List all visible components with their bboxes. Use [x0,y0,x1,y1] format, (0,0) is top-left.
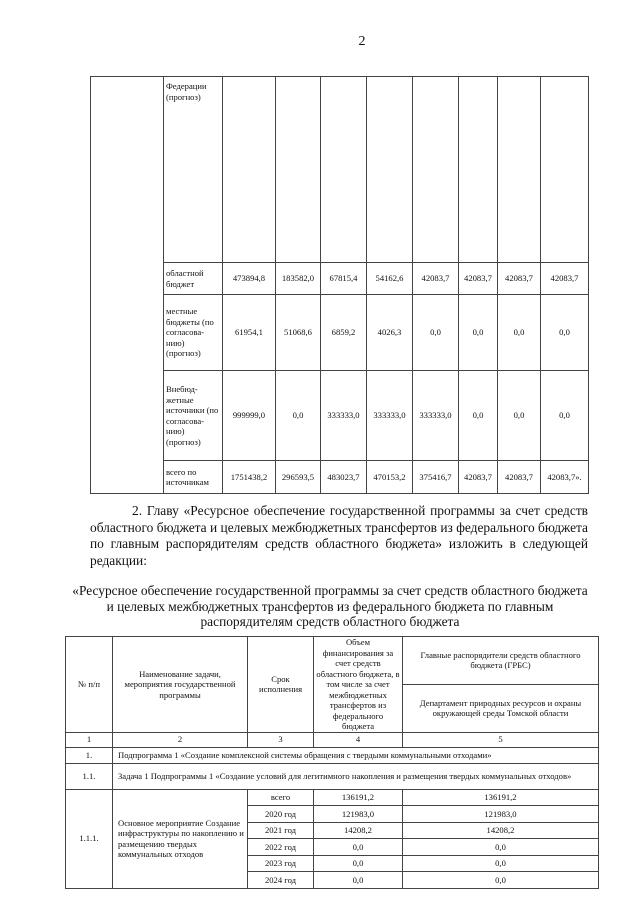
amount-cell: 42083,7». [541,461,589,494]
activity-name: Основное мероприятие Создание инфраструктуры по накоплению и размещению твердых коммунальных отходов [113,789,248,888]
amount-cell: 0,0 [459,295,498,371]
amount-cell: 0,0 [541,371,589,461]
source-label: областной бюджет [164,263,223,295]
col-number: 4 [314,732,403,747]
amount-cell: 42083,7 [541,263,589,295]
activity-dept: 121983,0 [403,806,599,823]
amount-cell: 333333,0 [413,371,459,461]
resource-provision-table [65,636,599,889]
amount-cell: 67815,4 [321,263,367,295]
activity-term: 2022 год [248,839,314,856]
activity-dept: 0,0 [403,855,599,872]
amount-cell: 1751438,2 [223,461,276,494]
amount-cell: 51068,6 [276,295,321,371]
table-row [91,295,589,371]
activity-num: 1.1.1. [66,789,113,888]
page-number: 2 [358,34,366,49]
amount-cell [541,77,589,263]
amount-cell: 375416,7 [413,461,459,494]
task-title: Задача 1 Подпрограммы 1 «Создание условий для легитимного накопления и размещения твердых коммунальных отходов» [113,763,599,789]
amendment-paragraph: 2. Главу «Ресурсное обеспечение государственной программы за счет средств областного бюджета и целевых межбюджетных трансфертов из федерального бюджета по главным распорядителям средств областного бюджета» изложить в следующей редакции: [90,503,588,568]
subprogram-num: 1. [66,747,113,763]
subprogram-title: Подпрограмма 1 «Создание комплексной системы обращения с твердыми коммунальными отходами» [113,747,599,763]
activity-volume: 0,0 [314,872,403,889]
amount-cell: 42083,7 [498,263,541,295]
table-row [66,789,599,806]
col-number: 2 [113,732,248,747]
amount-cell [459,77,498,263]
header-dept: Департамент природных ресурсов и охраны окружающей среды Томской области [403,684,599,732]
source-label: всего по источникам [164,461,223,494]
header-num: № п/п [66,637,113,733]
amount-cell: 296593,5 [276,461,321,494]
activity-dept: 0,0 [403,839,599,856]
task-num: 1.1. [66,763,113,789]
activity-volume: 14208,2 [314,822,403,839]
activity-dept: 0,0 [403,872,599,889]
activity-volume: 0,0 [314,839,403,856]
amount-cell: 0,0 [413,295,459,371]
amount-cell: 6859,2 [321,295,367,371]
amount-cell: 42083,7 [459,263,498,295]
amount-cell: 61954,1 [223,295,276,371]
amount-cell: 0,0 [541,295,589,371]
activity-term: 2023 год [248,855,314,872]
amount-cell: 333333,0 [367,371,413,461]
amount-cell: 999999,0 [223,371,276,461]
col-number: 3 [248,732,314,747]
amount-cell [276,77,321,263]
amount-cell: 0,0 [498,371,541,461]
activity-volume: 136191,2 [314,789,403,806]
funding-sources-table [90,76,589,494]
col-number: 1 [66,732,113,747]
amount-cell: 54162,6 [367,263,413,295]
amount-cell [367,77,413,263]
amount-cell: 42083,7 [459,461,498,494]
amount-cell: 483023,7 [321,461,367,494]
amount-cell: 183582,0 [276,263,321,295]
header-grbs: Главные распорядители средств областного бюджета (ГРБС) [403,637,599,685]
amount-cell: 0,0 [459,371,498,461]
section-heading: «Ресурсное обеспечение государственной программы за счет средств областного бюджета и целевых межбюджетных трансфертов из федерального бюджета по главным распорядителям средств областного бюджета [72,583,588,629]
activity-volume: 0,0 [314,855,403,872]
header-term: Срок исполнения [248,637,314,733]
source-label: местные бюджеты (по согласова-нию) (прогноз) [164,295,223,371]
table-row [91,461,589,494]
amount-cell [498,77,541,263]
amount-cell: 42083,7 [413,263,459,295]
amount-cell: 473894,8 [223,263,276,295]
activity-dept: 14208,2 [403,822,599,839]
amount-cell: 0,0 [276,371,321,461]
amount-cell [321,77,367,263]
source-label: Федерации (прогноз) [164,77,223,263]
amount-cell: 333333,0 [321,371,367,461]
header-name: Наименование задачи, мероприятия государственной программы [113,637,248,733]
col-number: 5 [403,732,599,747]
activity-term: 2021 год [248,822,314,839]
amount-cell: 4026,3 [367,295,413,371]
table-row [91,371,589,461]
amount-cell: 0,0 [498,295,541,371]
amount-cell [223,77,276,263]
activity-term: 2024 год [248,872,314,889]
table-row [91,77,589,263]
amount-cell: 470153,2 [367,461,413,494]
table-row [91,263,589,295]
source-label: Внебюд-жетные источники (по согласова-нию) (прогноз) [164,371,223,461]
activity-term: 2020 год [248,806,314,823]
amount-cell: 42083,7 [498,461,541,494]
activity-volume: 121983,0 [314,806,403,823]
header-volume: Объем финансирования за счет средств областного бюджета, в том числе за счет межбюджетных трансфертов из федерального бюджета [314,637,403,733]
empty-cell [91,77,164,494]
amount-cell [413,77,459,263]
activity-dept: 136191,2 [403,789,599,806]
activity-term: всего [248,789,314,806]
